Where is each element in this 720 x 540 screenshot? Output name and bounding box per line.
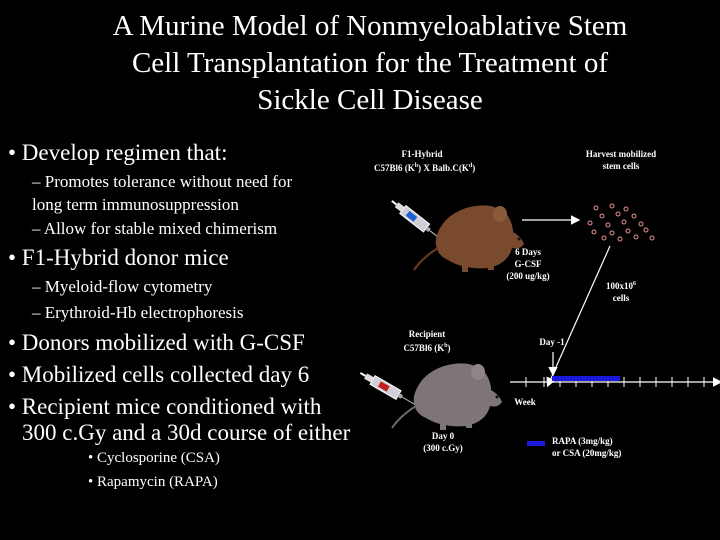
day-minus1-label: Day -1 — [539, 337, 565, 347]
subbullet-chimerism: – Allow for stable mixed chimerism — [32, 219, 278, 238]
protocol-diagram — [360, 130, 720, 540]
legend-label: RAPA (3mg/kg) or CSA (20mg/kg) — [552, 436, 622, 458]
bullet-develop-regimen: • Develop regimen that: — [8, 140, 228, 165]
bullet-recipient-2: 300 c.Gy and a 30d course of either — [22, 420, 351, 445]
week-label: Week — [514, 397, 536, 407]
subbullet-myeloid: – Myeloid-flow cytometry — [32, 277, 213, 296]
day0-label: Day 0 (300 c.Gy) — [423, 431, 463, 453]
bullet-donor-mice: • F1-Hybrid donor mice — [8, 245, 229, 270]
subbullet-tolerance-2: long term immunosuppression — [32, 195, 239, 214]
legend-swatch — [527, 441, 545, 446]
treatment-bar — [552, 376, 620, 381]
gcsf-days-label: 6 Days G-CSF (200 ug/kg) — [506, 247, 550, 281]
recipient-mouse-icon — [392, 363, 502, 430]
recipient-label: Recipient C57Bl6 $(K^b)$ — [403, 329, 451, 353]
stem-cells-icon — [588, 204, 654, 241]
bullet-gcsf: • Donors mobilized with G-CSF — [8, 330, 305, 355]
subbullet-erythroid: – Erythroid-Hb electrophoresis — [32, 303, 244, 322]
bullet-recipient-1: • Recipient mice conditioned with — [8, 394, 322, 419]
f1-hybrid-label: F1-Hybrid C57Bl6 $(K^b)$ X $Balb.C(K^d)$ — [374, 149, 476, 173]
bullet-collected: • Mobilized cells collected day 6 — [8, 362, 310, 387]
title-line-2: Cell Transplantation for the Treatment of — [131, 47, 609, 79]
harvest-label: Harvest mobilized stem cells — [585, 149, 657, 171]
subbullet-tolerance-1: – Promotes tolerance without need for — [32, 172, 293, 191]
title-line-1: A Murine Model of Nonmyeloablative Stem — [112, 10, 628, 42]
recipient-syringe-icon — [360, 369, 418, 410]
title-line-3: Sickle Cell Disease — [257, 84, 483, 116]
cell-dose-label: $100x10^6$ cells — [606, 281, 636, 303]
bullet-csa: • Cyclosporine (CSA) — [88, 450, 220, 466]
bullet-rapa: • Rapamycin (RAPA) — [88, 474, 218, 490]
